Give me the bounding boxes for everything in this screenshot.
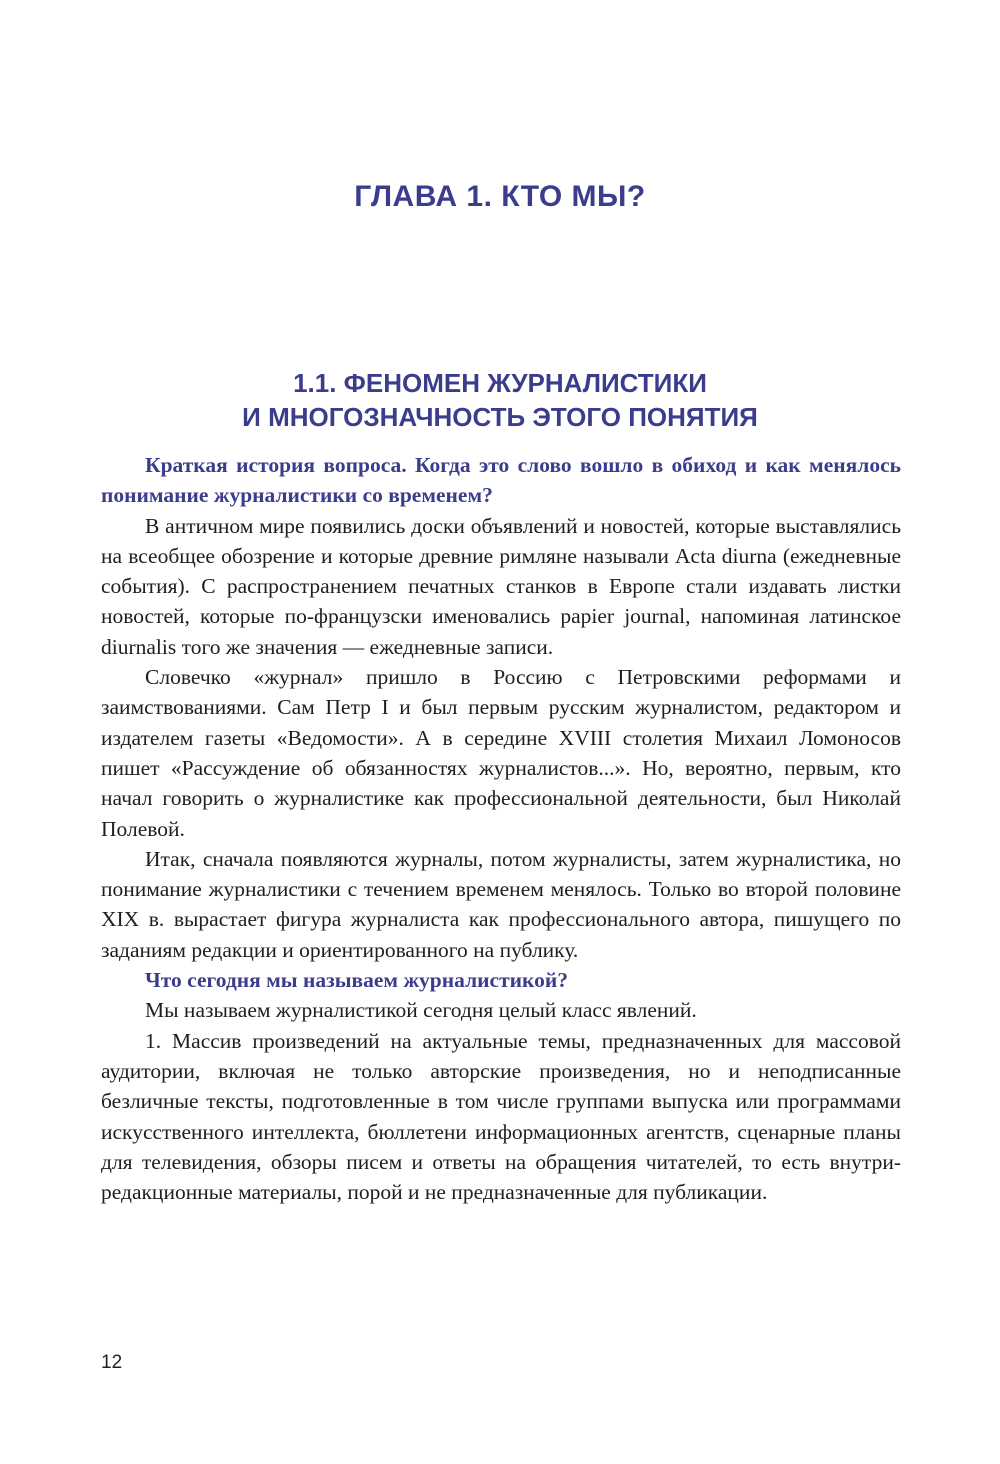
section-title: [0, 366, 1000, 434]
question-heading: Краткая история вопроса. Когда это слово вошло в обиход и как менялось понимание журналистики со временем?: [101, 453, 901, 508]
section-title-line-2: И МНОГОЗНАЧНОСТЬ ЭТОГО ПОНЯТИЯ: [242, 402, 758, 432]
chapter-title: ГЛАВА 1. КТО МЫ?: [354, 180, 646, 213]
paragraph: Итак, сначала появляются журналы, потом журналисты, затем журналистика, но понимание журналистики с течением временем менялось. Только во второй половине XIX в. вырастает фигура журналиста как профессионального автора, пишущего по заданиям редакции и ориентированного на публику.: [101, 846, 901, 962]
question-heading: Что сегодня мы называем журналистикой?: [145, 968, 569, 993]
page-number: 12: [101, 1352, 123, 1373]
paragraph: Мы называем журналистикой сегодня целый класс явлений.: [145, 998, 697, 1023]
section-title-line-1: 1.1. ФЕНОМЕН ЖУРНАЛИСТИКИ: [293, 368, 707, 398]
paragraph: В античном мире появились доски объявлений и новостей, которые выставлялись на всеобщее обозрение и которые древние римляне называли Acta diurna (ежедневные события). С распространением печатных станков в Европе стали издавать листки новостей, которые по-французски именовались papier journal, напоминая латинское diurnalis того же значения — ежедневные записи.: [101, 513, 901, 659]
body-text: [101, 450, 901, 1207]
paragraph: 1. Массив произведений на актуальные темы, предназначенных для массовой аудитории, включая не только авторские произведения, но и неподписанные безличные тексты, подготовленные в том числе группами выпуска или программами искусственного интеллекта, бюллетени информационных агентств, сценарные планы для телевидения, обзоры писем и ответы на обращения читателей, то есть внутри-редакционные материалы, порой и не предназначенные для публикации.: [101, 1028, 901, 1205]
paragraph: Словечко «журнал» пришло в Россию с Петровскими реформами и заимствованиями. Сам Петр I и был первым русским журналистом, редактором и издателем газеты «Ведомости». А в середине XVIII столетия Михаил Ломоносов пишет «Рассуждение об обязанностях журналистов...». Но, вероятно, первым, кто начал говорить о журналистике как профессиональной деятельности, был Николай Полевой.: [101, 665, 901, 841]
